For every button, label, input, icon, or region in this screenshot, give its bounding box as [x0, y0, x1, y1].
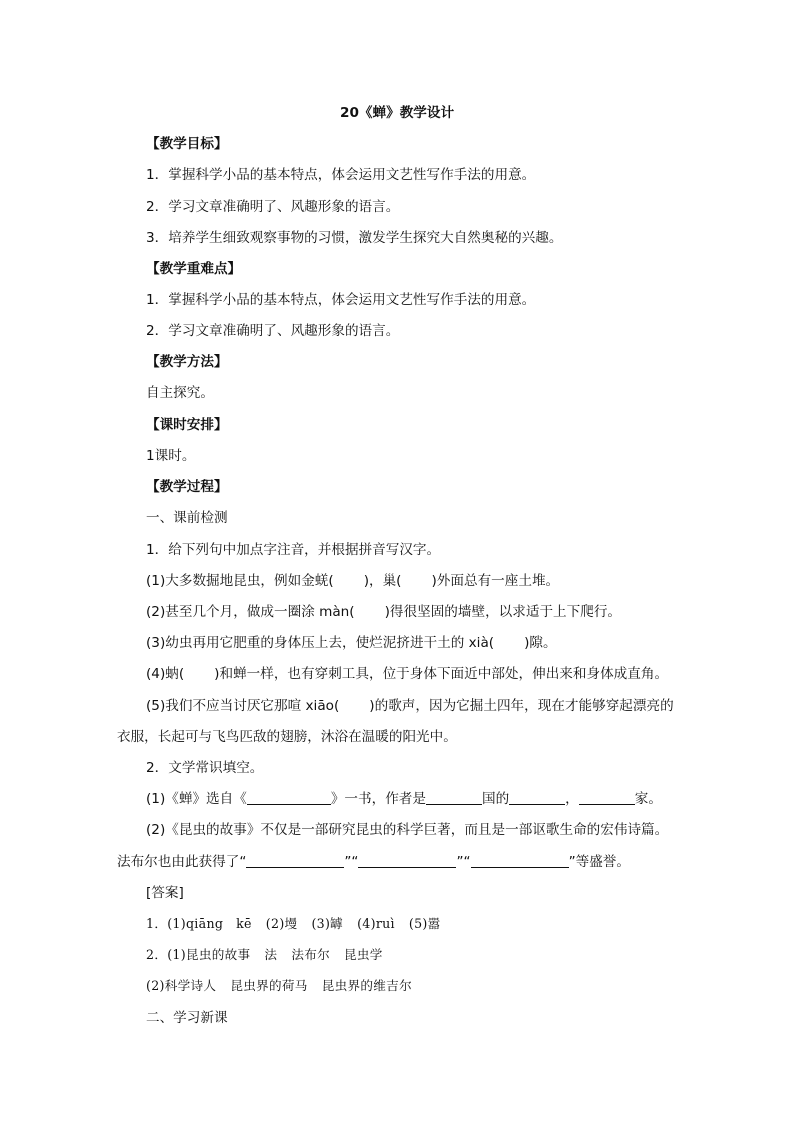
page-title: 20《蝉》教学设计	[340, 105, 455, 121]
section-heading-schedule: 【课时安排】	[146, 417, 228, 433]
section-heading-process: 【教学过程】	[146, 479, 228, 495]
item-text: (5)我们不应当讨厌它那喧 xiāo(	[146, 698, 340, 714]
fill-blank[interactable]	[509, 790, 565, 805]
answer-line-3	[146, 977, 412, 995]
question-1-item-5-continued: 衣服，长起可与飞鸟匹敌的翅膀，沐浴在温暖的阳光中。	[117, 729, 457, 745]
item-text: 》一书，作者是	[330, 791, 426, 807]
item-text: (3)幼虫再用它肥重的身体压上去，使烂泥挤进干土的 xià(	[146, 635, 495, 651]
key-item: 2．学习文章准确明了、风趣形象的语言。	[146, 323, 400, 339]
item-text: ，	[565, 791, 579, 807]
answer-line-2	[146, 946, 383, 964]
part-heading: 一、课前检测	[146, 510, 228, 526]
method-text: 自主探究。	[146, 385, 214, 401]
goal-item: 3．培养学生细致观察事物的习惯，激发学生探究大自然奥秘的兴趣。	[146, 230, 563, 246]
question-1-item-4	[146, 665, 668, 683]
item-text: 法布尔也由此获得了“	[117, 854, 247, 870]
question-1-item-3	[146, 634, 557, 652]
question-1-item-5	[146, 697, 674, 715]
question-2-item-2-continued	[117, 853, 630, 871]
question-1: 1．给下列句中加点字注音，并根据拼音写汉字。	[146, 542, 441, 558]
answer-part: 昆虫界的荷马	[230, 978, 308, 993]
answer-part: (4)ruì	[357, 916, 395, 931]
item-text: ”“	[344, 854, 359, 870]
key-item: 1．掌握科学小品的基本特点，体会运用文艺性写作手法的用意。	[146, 292, 536, 308]
item-text: )的歌声，因为它掘土四年，现在才能够穿起漂亮的	[369, 698, 674, 714]
item-text: (2)甚至几个月，做成一圈涂 màn(	[146, 604, 355, 620]
fill-blank[interactable]	[426, 790, 482, 805]
item-text: 国的	[481, 791, 510, 807]
question-1-item-1	[146, 572, 559, 590]
item-text: )，巢(	[363, 573, 402, 589]
item-text: ”“	[456, 854, 471, 870]
answer-part: (2)科学诗人	[146, 978, 217, 993]
answer-part: (2)墁	[265, 916, 298, 931]
section-heading-goals: 【教学目标】	[146, 136, 228, 152]
goal-item: 1．掌握科学小品的基本特点，体会运用文艺性写作手法的用意。	[146, 167, 536, 183]
part-heading: 二、学习新课	[146, 1010, 228, 1026]
answer-part: 法	[264, 947, 278, 962]
item-text: (1)大多数掘地昆虫，例如金蜣(	[146, 573, 334, 589]
item-text: )和蝉一样，也有穿刺工具，位于身体下面近中部处，伸出来和身体成直角。	[214, 666, 669, 682]
answer-part: 法布尔	[291, 947, 331, 962]
question-2: 2．文学常识填空。	[146, 760, 264, 776]
answer-part: (5)嚣	[408, 916, 441, 931]
section-heading-key: 【教学重难点】	[146, 261, 242, 277]
answer-part: 2．(1)昆虫的故事	[146, 947, 251, 962]
fill-blank[interactable]	[246, 853, 344, 868]
item-text: ”等盛誉。	[568, 854, 630, 870]
fill-blank[interactable]	[471, 853, 569, 868]
answer-part: 昆虫学	[344, 947, 383, 962]
question-2-item-1	[146, 790, 662, 808]
answer-part: 1．(1)qiāng kē	[146, 916, 252, 931]
item-text: 家。	[634, 791, 662, 807]
goal-item: 2．学习文章准确明了、风趣形象的语言。	[146, 199, 400, 215]
item-text: )得很坚固的墙壁，以求适于上下爬行。	[384, 604, 622, 620]
question-1-item-2	[146, 603, 621, 621]
answer-part: 昆虫界的维吉尔	[321, 978, 412, 993]
item-text: (4)蚋(	[146, 666, 185, 682]
item-text: )隙。	[524, 635, 557, 651]
section-heading-method: 【教学方法】	[146, 354, 228, 370]
answer-heading: [答案]	[146, 885, 184, 901]
fill-blank[interactable]	[358, 853, 456, 868]
question-2-item-2: (2)《昆虫的故事》不仅是一部研究昆虫的科学巨著，而且是一部讴歌生命的宏伟诗篇。	[146, 822, 669, 838]
item-text: (1)《蝉》选自《	[146, 791, 247, 807]
answer-part: (3)罅	[311, 916, 344, 931]
answer-line-1	[146, 915, 441, 933]
item-text: )外面总有一座土堆。	[431, 573, 560, 589]
fill-blank[interactable]	[247, 790, 331, 805]
schedule-text: 1课时。	[146, 448, 196, 464]
fill-blank[interactable]	[579, 790, 635, 805]
